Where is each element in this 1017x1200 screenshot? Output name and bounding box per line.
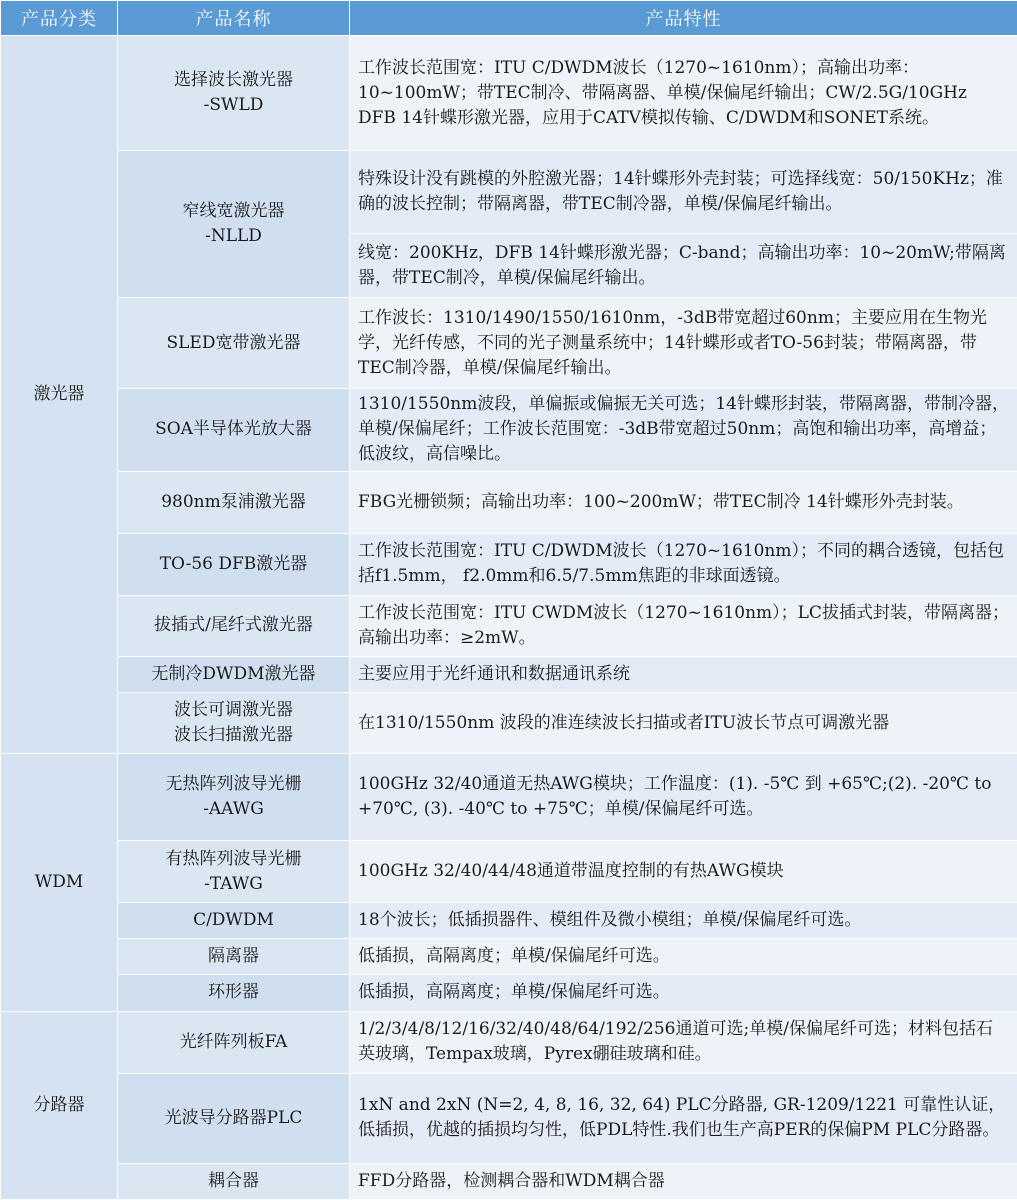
product-features-cell: 工作波长范围宽：ITU C/DWDM波长（1270~1610nm）；不同的耦合透镜，包括包括f1.5mm， f2.0mm和6.5/7.5mm焦距的非球面透镜。 [350,533,1017,595]
product-name-cell: 耦合器 [118,1163,350,1199]
product-features-cell: 低插损，高隔离度；单模/保偏尾纤可选。 [350,939,1017,975]
header-category: 产品分类 [1,1,118,36]
product-features-cell: 工作波长范围宽：ITU CWDM波长（1270~1610nm）；LC拔插式封装，带隔离器；高输出功率：≥2mW。 [350,595,1017,656]
product-name-cell: 980nm泵浦激光器 [118,471,350,533]
header-product-name: 产品名称 [118,1,350,36]
header-product-features: 产品特性 [350,1,1017,36]
product-features-cell: 18个波长；低插损器件、模组件及微小模组；单模/保偏尾纤可选。 [350,903,1017,939]
product-features-cell: 100GHz 32/40/44/48通道带温度控制的有热AWG模块 [350,841,1017,903]
table-row [1,471,1017,533]
table-row [1,1011,1017,1073]
product-name-cell: TO-56 DFB激光器 [118,533,350,595]
table-row [1,533,1017,595]
product-features-cell: 1/2/3/4/8/12/16/32/40/48/64/192/256通道可选;单模/保偏尾纤可选；材料包括石英玻璃，Tempax玻璃，Pyrex硼硅玻璃和硅。 [350,1011,1017,1073]
product-name-cell: SLED宽带激光器 [118,298,350,388]
product-features-cell: 在1310/1550nm 波段的准连续波长扫描或者ITU波长节点可调激光器 [350,693,1017,754]
header-row [1,1,1017,36]
product-name-cell: 无热阵列波导光栅 -AAWG [118,754,350,841]
table-row [1,841,1017,903]
product-features-cell: 100GHz 32/40通道无热AWG模块；工作温度：(1). -5℃ 到 +65℃;(2). -20℃ to +70℃, (3). -40℃ to +75℃；单模/保偏尾纤可选。 [350,754,1017,841]
table-row [1,595,1017,656]
table-row [1,657,1017,693]
table-row [1,298,1017,388]
product-features-cell: 工作波长范围宽：ITU C/DWDM波长（1270~1610nm）；高输出功率：10~100mW；带TEC制冷、带隔离器、单模/保偏尾纤输出；CW/2.5G/10GHz DFB 14针蝶形激光器，应用于CATV模拟传输、C/DWDM和SONET系统。 [350,36,1017,151]
product-name-cell: SOA半导体光放大器 [118,388,350,471]
product-name-cell: 无制冷DWDM激光器 [118,657,350,693]
product-features-cell: FFD分路器，检测耦合器和WDM耦合器 [350,1163,1017,1199]
product-features-cell: 1310/1550nm波段，单偏振或偏振无关可选；14针蝶形封装，带隔离器，带制冷器，单模/保偏尾纤；工作波长范围宽：-3dB带宽超过50nm；高饱和输出功率，高增益；低波纹，高信噪比。 [350,388,1017,471]
product-features-cell: 工作波长：1310/1490/1550/1610nm，-3dB带宽超过60nm；主要应用在生物光学，光纤传感，不同的光子测量系统中；14针蝶形或者TO-56封装；带隔离器，带TEC制冷器，单模/保偏尾纤输出。 [350,298,1017,388]
product-features-cell: 1xN and 2xN (N=2, 4, 8, 16, 32, 64) PLC分路器, GR-1209/1221 可靠性认证，低插损，优越的插损均匀性，低PDL特性.我们也生产高PER的保偏PM PLC分路器。 [350,1073,1017,1163]
table-row [1,939,1017,975]
product-name-cell: 有热阵列波导光栅 -TAWG [118,841,350,903]
table-row [1,1163,1017,1199]
product-name-cell: 光纤阵列板FA [118,1011,350,1073]
product-name-cell: 窄线宽激光器 -NLLD [118,151,350,298]
product-features-cell: FBG光栅锁频；高输出功率：100~200mW；带TEC制冷 14针蝶形外壳封装。 [350,471,1017,533]
product-name-cell: 环形器 [118,975,350,1011]
category-cell: 分路器 [1,1011,118,1199]
table-row [1,1073,1017,1163]
product-features-cell: 主要应用于光纤通讯和数据通讯系统 [350,657,1017,693]
table-row [1,36,1017,151]
table-row [1,388,1017,471]
table-row [1,754,1017,841]
product-features-cell: 特殊设计没有跳模的外腔激光器；14针蝶形外壳封装；可选择线宽：50/150KHz；准确的波长控制；带隔离器，带TEC制冷器，单模/保偏尾纤输出。 [350,151,1017,234]
product-name-cell: 拔插式/尾纤式激光器 [118,595,350,656]
product-name-cell: 光波导分路器PLC [118,1073,350,1163]
product-name-cell: 波长可调激光器 波长扫描激光器 [118,693,350,754]
table-row [1,975,1017,1011]
product-name-cell: 隔离器 [118,939,350,975]
category-cell: 激光器 [1,36,118,754]
product-features-cell: 低插损，高隔离度；单模/保偏尾纤可选。 [350,975,1017,1011]
category-cell: WDM [1,754,118,1011]
table-row [1,903,1017,939]
product-name-cell: 选择波长激光器 -SWLD [118,36,350,151]
product-name-cell: C/DWDM [118,903,350,939]
product-features-cell: 线宽：200KHz，DFB 14针蝶形激光器；C-band；高输出功率：10~20mW;带隔离器，带TEC制冷，单模/保偏尾纤输出。 [350,234,1017,298]
table-row [1,151,1017,234]
table-row [1,693,1017,754]
